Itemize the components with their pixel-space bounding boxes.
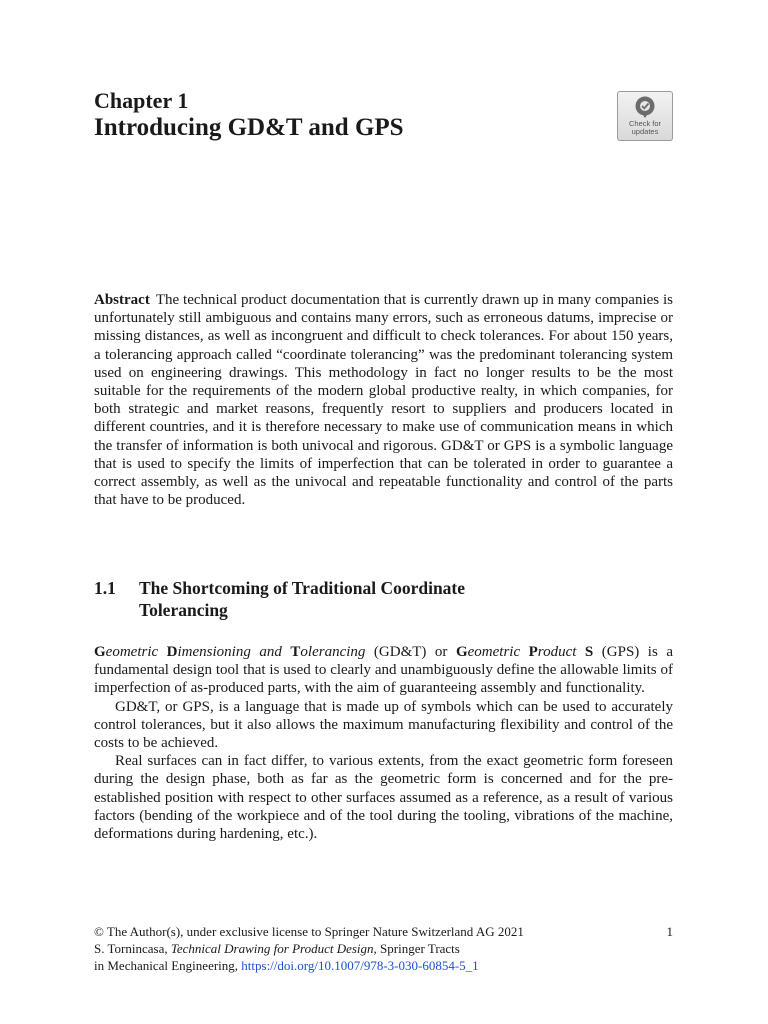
- section-heading: [94, 577, 465, 621]
- copyright-line: © The Author(s), under exclusive license to Springer Nature Switzerland AG 2021: [94, 924, 524, 939]
- paragraph-1: Geometric Dimensioning and Tolerancing (GD&T) or Geometric Product S (GPS) is a fundamental design tool that is used to clearly and unambiguously define the allowable limits of imperfection of as-produced parts, with the aim of guaranteeing assembly and functionality.: [94, 644, 673, 697]
- abstract-keyword: Abstract: [94, 292, 150, 308]
- chapter-label: Chapter 1: [94, 88, 189, 113]
- check-for-updates-icon: [631, 95, 659, 119]
- badge-text: Check for updates: [628, 119, 662, 136]
- citation-line: S. Tornincasa, Technical Drawing for Product Design, Springer Tracts: [94, 941, 460, 956]
- section-body: [94, 643, 673, 843]
- abstract-text: The technical product documentation that is currently drawn up in many companies is unfortunately still ambiguous and contains many errors, such as erroneous datums, imprecise or missing distances, as well as incongruent and difficult to check tolerances. For about 150 years, a tolerancing approach called “coordinate tolerancing” was the predominant tolerancing system used on engineering drawings. This methodology in fact no longer results to be the most suitable for the requirements of the modern global productive realty, in which companies, for both strategic and market reasons, frequently resort to suppliers and producers located in different countries, and it is therefore necessary to make use of communication means in which the transfer of information is both univocal and rigorous. GD&T or GPS is a symbolic language that is used to specify the limits of imperfection that can be tolerated in order to guarantee a correct assembly, as well as the univocal and repeatable functionality and control of the parts that have to be produced.: [94, 292, 673, 509]
- footer: [94, 923, 673, 974]
- series-line: in Mechanical Engineering, https://doi.org/10.1007/978-3-030-60854-5_1: [94, 958, 479, 973]
- chapter-title: Introducing GD&T and GPS: [94, 114, 404, 141]
- doi-link[interactable]: https://doi.org/10.1007/978-3-030-60854-5_1: [241, 958, 479, 973]
- section-title-line2: Tolerancing: [139, 600, 228, 620]
- page-number: 1: [666, 924, 673, 939]
- abstract: [94, 291, 673, 509]
- paragraph-3: Real surfaces can in fact differ, to various extents, from the exact geometric form foreseen during the design phase, both as far as the geometric form is concerned and for the pre-established position with respect to other surfaces assumed as a reference, as a result of various factors (bending of the workpiece and of the tool during the tooling, vibrations of the machine, deformations during hardening, etc.).: [94, 753, 673, 843]
- check-for-updates-badge[interactable]: [617, 91, 673, 141]
- section-title-line1: The Shortcoming of Traditional Coordinate: [139, 578, 466, 598]
- paragraph-2: GD&T, or GPS, is a language that is made up of symbols which can be used to accurately control tolerances, but it also allows the maximum manufacturing flexibility and control of the costs to be achieved.: [94, 698, 673, 752]
- section-number: 1.1: [94, 578, 116, 598]
